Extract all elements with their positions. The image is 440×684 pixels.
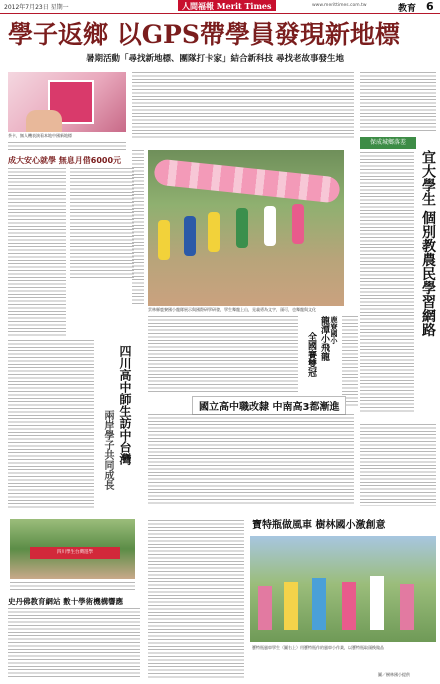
student-figure — [208, 212, 220, 252]
pink-card-photo — [8, 72, 126, 132]
article-text-block — [360, 152, 414, 414]
child-figure — [284, 582, 298, 630]
story-head-loan: 成大安心就學 無息月借6000元 — [8, 156, 122, 165]
senior-high-headline: 國立高中職改隸 中南高3都漸進 — [192, 396, 346, 415]
article-text-block — [70, 168, 134, 278]
dragon-photo-caption: 雲林縣鹿寮國小龍隊展示與國際研學研發，學生舞龍上山，見義勇為文字，頭可，也舞龍與文化 — [148, 307, 316, 312]
child-figure — [312, 578, 326, 630]
issue-date: 2012年7月23日 星期一 — [4, 4, 69, 11]
student-figure — [292, 204, 304, 244]
dragon-story-headline: 龍潭小飛龍 — [319, 316, 329, 361]
main-subhead: 暑期活動「尋找新地標、團隊打卡家」結合新科技 尋找老故事發生地 — [86, 54, 344, 64]
hand-shape — [26, 110, 62, 132]
child-figure — [342, 582, 356, 630]
student-figure — [264, 206, 276, 246]
student-figure — [236, 208, 248, 248]
dragon-dance-photo — [148, 150, 344, 306]
sichuan-students-photo — [10, 519, 135, 579]
website-url: www.merittimes.com.tw — [312, 3, 367, 8]
section-name: 教育 — [398, 4, 417, 14]
page-number: 6 — [426, 0, 434, 13]
sichuan-visit-headline: 四川高中師生訪中台灣 — [118, 345, 132, 465]
child-figure — [370, 576, 384, 630]
article-text-block — [8, 168, 66, 338]
article-text-block — [8, 340, 94, 510]
stanford-headline: 史丹佛教育網站 數十學術機構響應 — [8, 597, 124, 606]
article-text-block — [360, 424, 436, 506]
article-text-block — [10, 582, 135, 592]
article-text-block — [148, 520, 244, 680]
article-text-block — [8, 142, 126, 150]
welcome-banner: 四川學生台灣遊學 — [30, 547, 120, 559]
dragon-story-kicker: 鹿寮國小 — [330, 316, 339, 344]
windmill-photo-credit: 圖／樹林國小提供 — [378, 672, 410, 677]
article-text-block — [360, 72, 436, 132]
dragon-prop — [153, 158, 341, 203]
child-figure — [258, 586, 272, 630]
windmill-headline: 寶特瓶做風車 樹林國小激創意 — [252, 520, 386, 531]
side-vertical-headline: 宜大學生 個別教農民學習網路 — [420, 150, 436, 337]
student-figure — [184, 216, 196, 256]
article-text-block — [148, 316, 298, 394]
article-text-block — [132, 150, 144, 306]
windmill-photo-caption: 寶特瓶風車學生（圖右上）用寶特瓶作的風車小作業，以寶特瓶取頭換做品 — [252, 645, 384, 650]
photo1-caption: 茶卡，無人機表演看本地中國新地標 — [8, 133, 72, 138]
article-text-block — [342, 316, 358, 406]
windmill-kids-photo — [250, 536, 436, 642]
section-label-equity: 保成城鄉落差 — [360, 137, 416, 149]
article-text-block — [8, 608, 140, 678]
dragon-story-headline-2: 全國賽雙冠 — [306, 332, 316, 377]
article-text-block — [132, 72, 354, 138]
article-text-block — [148, 414, 354, 506]
newspaper-logo: 人間福報 Merit Times — [178, 0, 276, 11]
student-figure — [158, 220, 170, 260]
main-headline: 學子返鄉 以GPS帶學員發現新地標 — [8, 20, 400, 49]
sichuan-visit-subhead: 兩岸學子共同成長 — [102, 410, 113, 490]
child-figure — [400, 584, 414, 630]
